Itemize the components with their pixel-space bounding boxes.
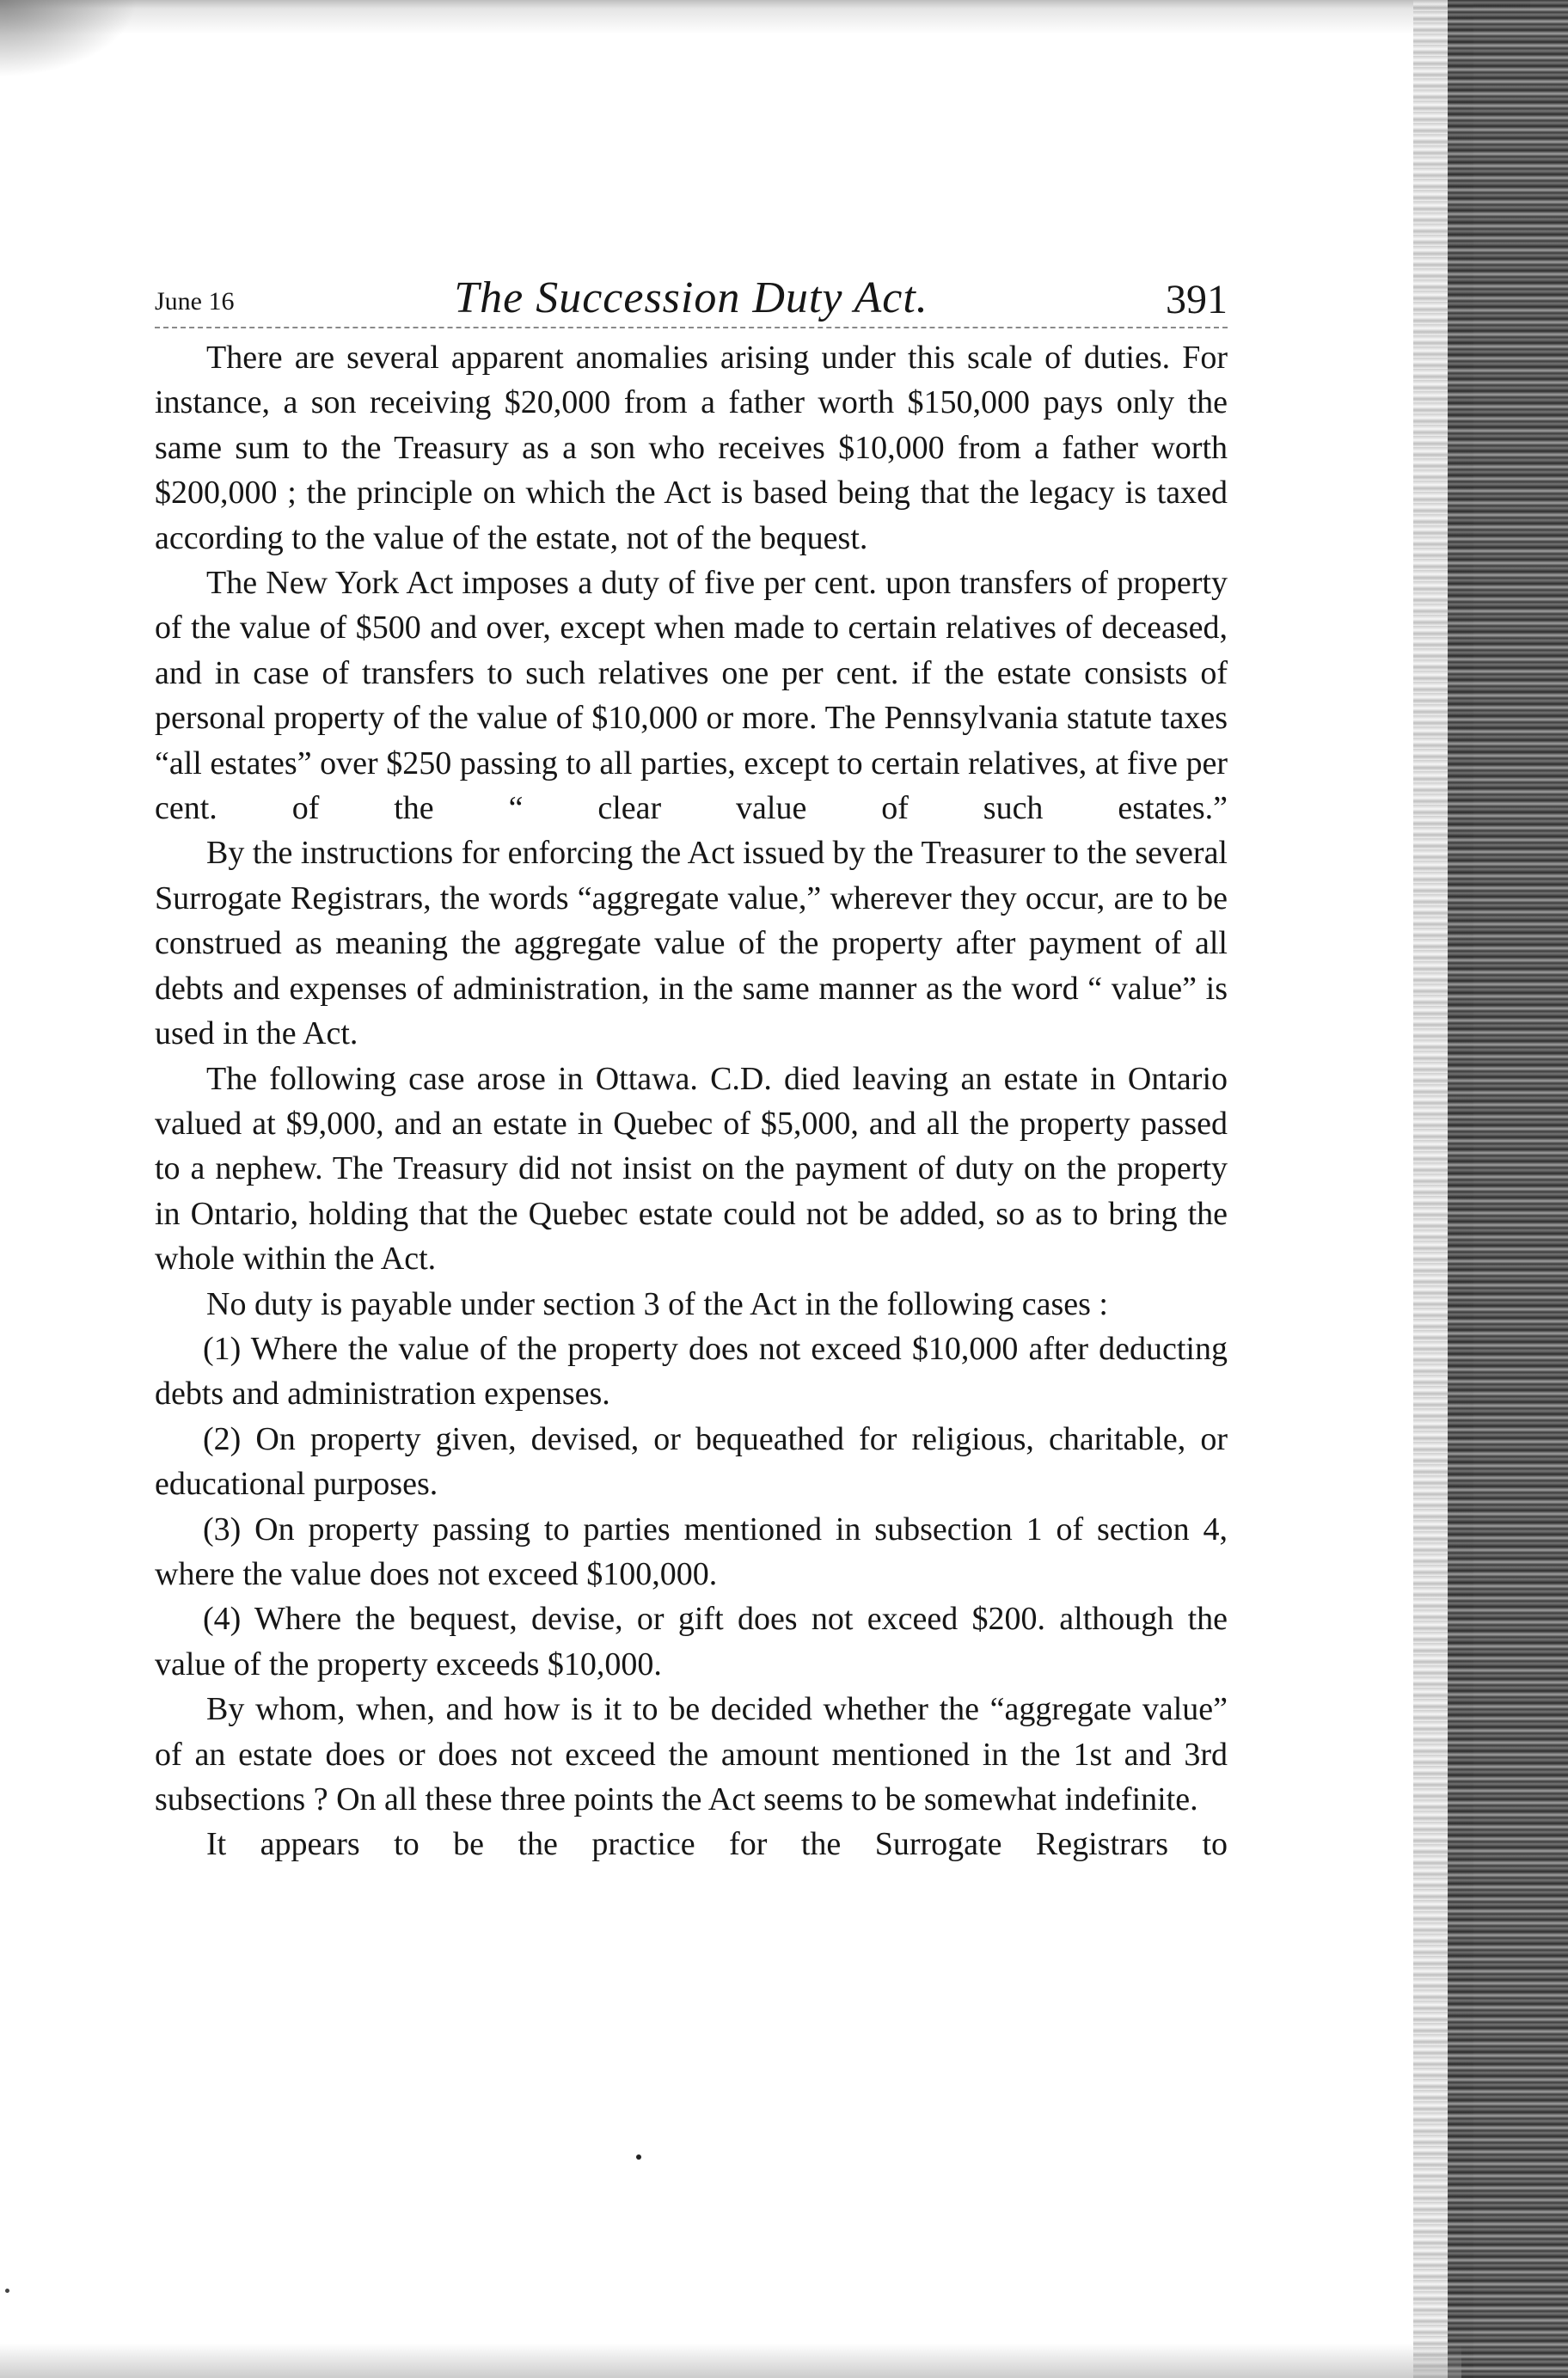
scan-page-edge — [1448, 0, 1568, 2378]
paragraph: It appears to be the practice for the Surrogate Registrars to — [206, 1826, 1228, 1863]
page-body — [155, 335, 1228, 1867]
running-header — [155, 258, 1228, 328]
paragraph: There are several apparent anomalies arising under this scale of duties. For instance, a son receiving $20,000 from a father worth $150,000 pays only the same sum to the Treasury as a son who receives $10,000 from a father worth $200,000 ; the principle on which the Act is based being that the legacy is taxed according to the value of the estate, not of the bequest. — [155, 340, 1228, 556]
page-number: 391 — [1166, 277, 1228, 322]
scan-shadow-bottom — [0, 2344, 1461, 2378]
scan-speck — [5, 2289, 9, 2293]
paragraph: No duty is payable under section 3 of the Act in the following cases : — [206, 1285, 1108, 1322]
paragraph: By whom, when, and how is it to be decided whether the “aggregate value” of an estate does or does not exceed the amount mentioned in the 1st and 3rd subsections ? On all these three points the Act seems to be somewhat indefinite. — [155, 1691, 1228, 1817]
list-item: (2) On property given, devised, or bequeathed for religious, charitable, or educational purposes. — [155, 1420, 1228, 1503]
book-page — [155, 258, 1228, 1867]
list-item: (1) Where the value of the property does not exceed $10,000 after deducting debts and administration expenses. — [155, 1330, 1228, 1413]
scan-corner-shadow — [0, 0, 138, 77]
scan-speck — [636, 2154, 641, 2160]
scan-shadow-top — [0, 0, 1530, 34]
list-item: (3) On property passing to parties mentioned in subsection 1 of section 4, where the value does not exceed $100,000. — [155, 1511, 1228, 1592]
paragraph: The New York Act imposes a duty of five per cent. upon transfers of property of the value of $500 and over, except when made to certain relatives of deceased, and in case of transfers to such relatives one per cent. if the estate consists of personal property of the value of $10,000 or more. The Pennsylvania statute taxes “all estates” over $250 passing to all parties, except to certain relatives, at five per cent. of the “ clear value of such estates.” — [155, 565, 1228, 827]
paragraph: By the instructions for enforcing the Act issued by the Treasurer to the several Surrogate Registrars, the words “aggregate value,” wherever they occur, are to be construed as meaning the aggregate value of the property after payment of all debts and expenses of administration, in the same manner as the word “ value” is used in the Act. — [155, 835, 1228, 1052]
paragraph: The following case arose in Ottawa. C.D. died leaving an estate in Ontario valued at $9,000, and an estate in Quebec of $5,000, and all the property passed to a nephew. The Treasury did not insist on the payment of duty on the property in Ontario, holding that the Quebec estate could not be added, so as to bring the whole within the Act. — [155, 1060, 1228, 1278]
header-title: The Succession Duty Act. — [454, 273, 928, 322]
header-date: June 16 — [155, 287, 235, 316]
list-item: (4) Where the bequest, devise, or gift does not exceed $200. although the value of the property exceeds $10,000. — [155, 1601, 1228, 1682]
